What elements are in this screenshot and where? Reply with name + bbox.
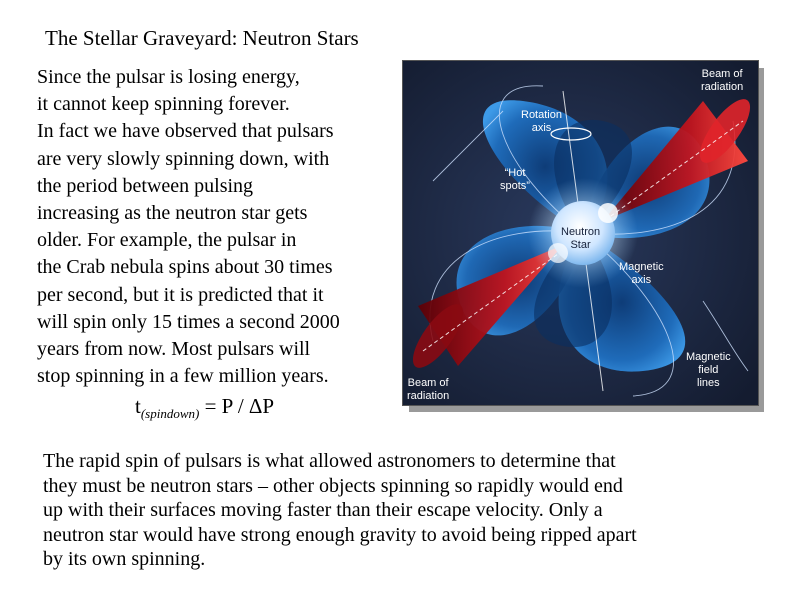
spindown-formula (135, 393, 274, 427)
formula-t: t (135, 394, 141, 418)
hot-spot (598, 203, 618, 223)
paragraph-line: Since the pulsar is losing energy, (37, 66, 300, 88)
formula-subscript: (spindown) (140, 406, 200, 421)
label-beam-top: Beam of radiation (701, 68, 744, 93)
pulsar-figure (402, 60, 759, 406)
slide-title: The Stellar Graveyard: Neutron Stars (45, 26, 359, 50)
label-hot-spots: “Hot spots” (500, 167, 530, 192)
paragraph-line: stop spinning in a few million years. (37, 365, 329, 388)
label-neutron-star: Neutron Star (561, 226, 601, 251)
paragraph-line: In fact we have observed that pulsars (37, 120, 334, 143)
formula-rhs: = P / ΔP (199, 394, 275, 418)
paragraph-line: by its own spinning. (43, 548, 206, 570)
paragraph-line: The rapid spin of pulsars is what allowed astronomers to determine that (43, 450, 616, 472)
paragraph-line: years from now. Most pulsars will (37, 338, 311, 361)
paragraph-line: it cannot keep spinning forever. (37, 93, 290, 116)
paragraph-line: are very slowly spinning down, with (37, 147, 330, 170)
paragraph-line: neutron star would have strong enough gravity to avoid being ripped apart (43, 523, 637, 546)
paragraph-line: the Crab nebula spins about 30 times (37, 256, 333, 279)
paragraph-line: they must be neutron stars – other objects spinning so rapidly would end (43, 474, 623, 497)
paragraph-line: up with their surfaces moving faster than their escape velocity. Only a (43, 499, 603, 521)
paragraph-line: the period between pulsing (37, 174, 254, 197)
label-field-lines: Magnetic field lines (686, 351, 731, 389)
paragraph-line: increasing as the neutron star gets (37, 202, 308, 225)
label-magnetic-axis: Magnetic axis (619, 261, 664, 286)
neutron-star-paragraph (43, 449, 773, 572)
paragraph-line: per second, but it is predicted that it (37, 283, 324, 306)
pulsar-diagram (402, 60, 764, 412)
paragraph-line: will spin only 15 times a second 2000 (37, 310, 340, 333)
spindown-paragraph (37, 64, 407, 390)
label-beam-bottom: Beam of radiation (407, 377, 450, 402)
label-rotation-axis: Rotation axis (521, 109, 562, 134)
paragraph-line: older. For example, the pulsar in (37, 229, 297, 252)
